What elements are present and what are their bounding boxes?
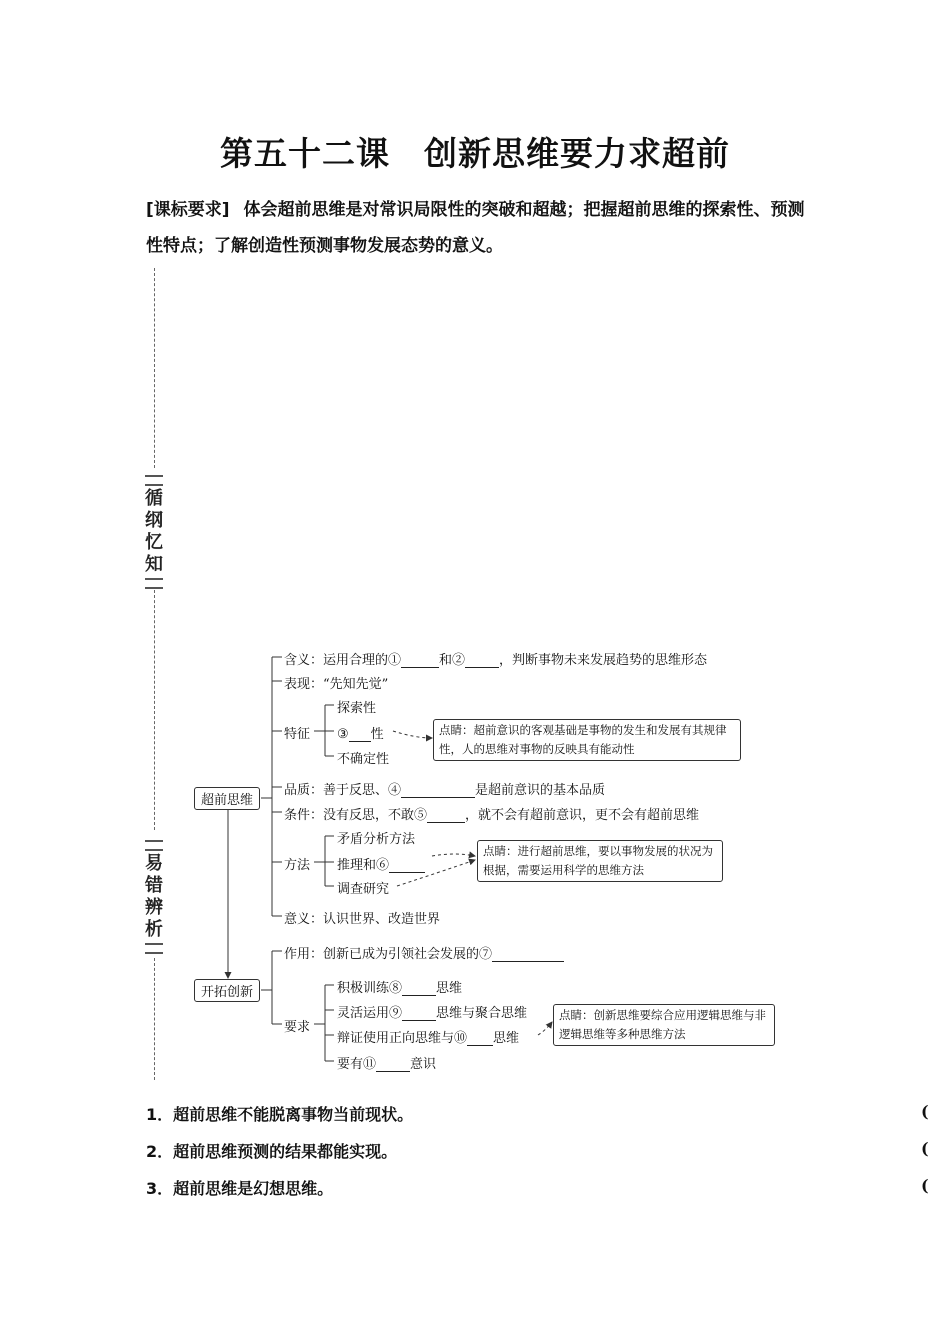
answer-blank (427, 808, 465, 823)
answer-blank (349, 727, 371, 742)
requirement-item-2: 灵活运用⑨ 思维与聚合思维 (337, 1006, 528, 1021)
branch-method: 方法 (284, 858, 311, 873)
branch-role: 作用：创新已成为引领社会发展的⑦ (284, 943, 564, 962)
branch-condition: 条件：没有反思，不敢⑤ ，就不会有超前意识，更不会有超前思维 (284, 808, 700, 823)
requirement-item-1: 积极训练⑧ 思维 (337, 981, 463, 996)
branch-significance: 意义：认识世界、改造世界 (284, 912, 441, 927)
answer-blank (389, 858, 425, 873)
feature-exploratory: 探索性 (337, 701, 377, 716)
answer-blank (402, 981, 436, 996)
answer-paren-3[interactable]: ( (921, 1176, 929, 1195)
question-2: 2．超前思维预测的结果都能实现。 (146, 1142, 398, 1161)
feature-blank: ③ 性 (337, 727, 384, 742)
answer-paren-2[interactable]: ( (921, 1139, 929, 1158)
requirement-tag: [课标要求] (146, 200, 230, 220)
requirement-item-4: 要有⑪ 意识 (337, 1057, 437, 1072)
answer-blank (401, 653, 439, 668)
answer-blank (376, 1057, 410, 1072)
node-pioneering-innovation: 开拓创新 (194, 979, 260, 1002)
answer-paren-1[interactable]: ( (921, 1102, 929, 1121)
method-contradiction: 矛盾分析方法 (337, 832, 416, 847)
answer-blank (401, 783, 475, 798)
question-1: 1．超前思维不能脱离事物当前现状。 (146, 1105, 414, 1124)
branch-quality: 品质：善于反思、④ 是超前意识的基本品质 (284, 783, 606, 798)
side-label-review: 循纲忆知 (145, 488, 163, 575)
requirement-item-3: 辩证使用正向思维与⑩ 思维 (337, 1031, 520, 1046)
branch-requirement: 要求 (284, 1020, 311, 1035)
branch-expression: 表现：“先知先觉” (284, 677, 389, 692)
answer-blank (467, 1031, 493, 1046)
method-reasoning: 推理和⑥ (337, 854, 425, 873)
page-title: 第五十二课 创新思维要力求超前 (220, 134, 730, 173)
note-objective-basis: 点睛：超前意识的客观基础是事物的发生和发展有其规律性，人的思维对事物的反映具有能动性 (433, 719, 741, 761)
note-logic-methods: 点睛：创新思维要综合应用逻辑思维与非逻辑思维等多种思维方法 (553, 1004, 775, 1046)
side-label-mistakes: 易错辨析 (145, 853, 163, 940)
note-scientific-method: 点睛：进行超前思维，要以事物发展的状况为根据，需要运用科学的思维方法 (477, 840, 723, 882)
branch-feature: 特征 (284, 727, 311, 742)
feature-uncertainty: 不确定性 (337, 752, 390, 767)
node-advanced-thinking: 超前思维 (194, 787, 260, 810)
requirement-text: 体会超前思维是对常识局限性的突破和超越；把握超前思维的探索性、预测性特点；了解创造性预测事物发展态势的意义。 (146, 200, 805, 256)
answer-blank (402, 1006, 436, 1021)
answer-blank (465, 653, 499, 668)
answer-blank (492, 947, 564, 962)
branch-meaning: 含义：运用合理的① 和② ，判断事物未来发展趋势的思维形态 (284, 653, 708, 668)
method-investigation: 调查研究 (337, 882, 390, 897)
question-3: 3．超前思维是幻想思维。 (146, 1179, 334, 1198)
